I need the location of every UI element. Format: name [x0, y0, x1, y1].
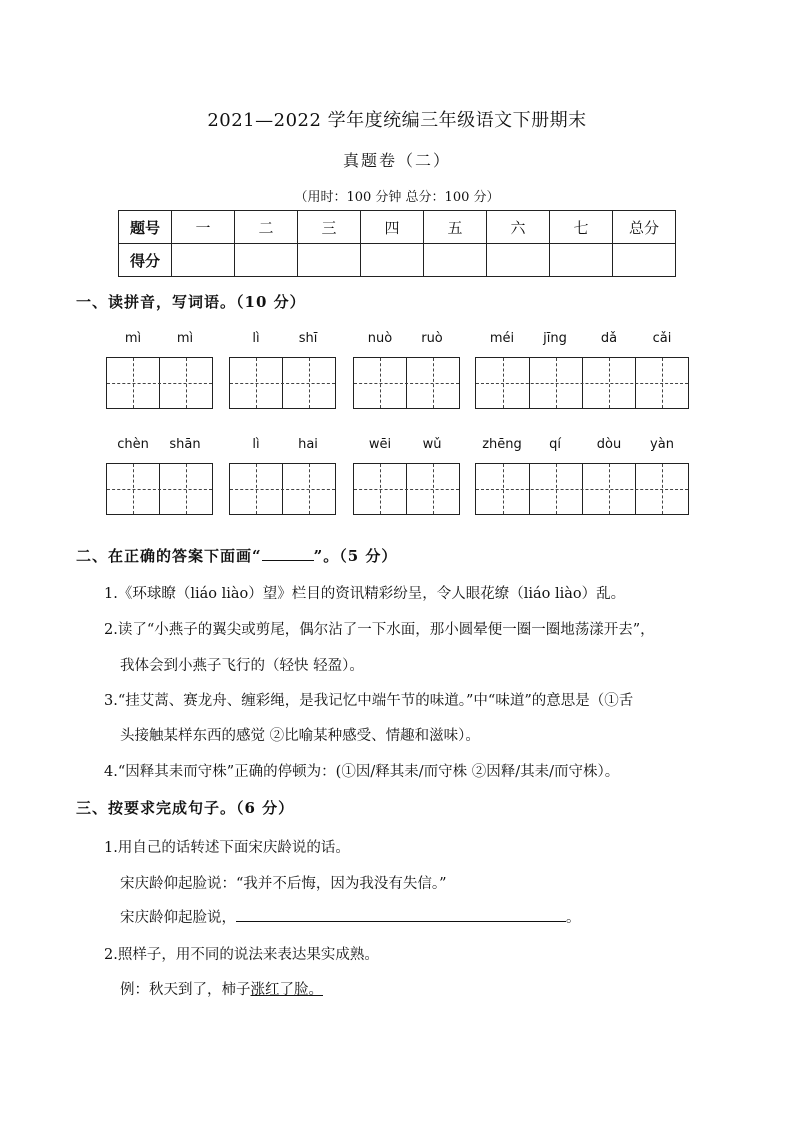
score-input-cell[interactable] [172, 244, 235, 277]
guide-line [503, 464, 504, 514]
guide-line [662, 464, 663, 514]
pinyin-label: méi [489, 331, 515, 346]
pinyin-label: qí [549, 437, 561, 452]
score-table-cell: 五 [424, 211, 487, 244]
pinyin-label: dǎ [600, 331, 618, 346]
answer-blank[interactable] [236, 921, 566, 922]
score-table [118, 210, 676, 277]
pinyin-label: chèn [117, 437, 149, 452]
pinyin-label: dòu [596, 437, 622, 452]
example-prefix: 例：秋天到了，柿子 [120, 982, 251, 998]
guide-line [133, 464, 134, 514]
score-table-cell: 题号 [119, 211, 172, 244]
question-3-2: 2.照样子，用不同的说法来表达果实成熟。 [104, 947, 379, 963]
guide-line [107, 383, 212, 384]
question-2-3a: 3.“挂艾蒿、赛龙舟、缠彩绳，是我记忆中端午节的味道。”中“味道”的意思是（①舌 [104, 693, 634, 709]
score-input-cell[interactable] [361, 244, 424, 277]
guide-line [107, 489, 212, 490]
guide-line [380, 358, 381, 408]
writing-box-2[interactable] [106, 463, 213, 515]
pinyin-label: lì [252, 331, 260, 346]
answer-suffix: 。 [566, 910, 581, 926]
question-2-2a: 2.读了“小燕子的翼尖或剪尾，偶尔沾了一下水面，那小圆晕便一圈一圈地荡漾开去”， [104, 622, 655, 638]
guide-line [309, 464, 310, 514]
score-input-cell[interactable] [424, 244, 487, 277]
pinyin-label: wēi [368, 437, 392, 452]
pinyin-label: hai [298, 437, 318, 452]
answer-prefix: 宋庆龄仰起脸说， [120, 910, 236, 926]
guide-line [256, 464, 257, 514]
score-input-cell[interactable] [235, 244, 298, 277]
score-table-cell: 总分 [613, 211, 676, 244]
guide-line [556, 358, 557, 408]
guide-line [309, 358, 310, 408]
guide-line [609, 464, 610, 514]
guide-line [354, 489, 459, 490]
writing-box-2[interactable] [229, 357, 336, 409]
pinyin-label: shī [298, 331, 318, 346]
guide-line [503, 358, 504, 408]
score-table-cell: 六 [487, 211, 550, 244]
score-table-cell: 七 [550, 211, 613, 244]
guide-line [556, 464, 557, 514]
writing-box-2[interactable] [106, 357, 213, 409]
guide-line [133, 358, 134, 408]
score-table-cell: 三 [298, 211, 361, 244]
score-table-cell: 得分 [119, 244, 172, 277]
guide-line [354, 383, 459, 384]
pinyin-label: zhēng [482, 437, 522, 452]
pinyin-label: mì [124, 331, 142, 346]
question-2-4: 4.“因释其耒而守株”正确的停顿为：(①因/释其耒/而守株 ②因释/其耒/而守株）。 [104, 764, 620, 780]
writing-box-4[interactable] [475, 463, 689, 515]
score-input-cell[interactable] [550, 244, 613, 277]
guide-line [256, 358, 257, 408]
question-2-2b: 我体会到小燕子飞行的（轻快 轻盈）。 [120, 658, 364, 674]
pinyin-label: jīng [543, 331, 567, 346]
guide-line [186, 358, 187, 408]
score-input-cell[interactable] [298, 244, 361, 277]
question-3-2-example [120, 978, 323, 999]
guide-line [476, 383, 688, 384]
pinyin-label: cǎi [652, 331, 672, 346]
guide-line [662, 358, 663, 408]
guide-line [230, 383, 335, 384]
score-table-score-row [119, 244, 676, 277]
guide-line [230, 489, 335, 490]
exam-info: （用时：100 分钟 总分：100 分） [294, 190, 500, 205]
pinyin-label: wǔ [422, 437, 442, 452]
score-table-cell: 一 [172, 211, 235, 244]
exam-title: 2021—2022 学年度统编三年级语文下册期末 [207, 110, 587, 131]
question-2-1: 1.《环球瞭（liáo liào）望》栏目的资讯精彩纷呈，令人眼花缭（liáo liào）乱。 [104, 586, 626, 602]
pinyin-label: lì [252, 437, 260, 452]
example-underlined: 涨红了脸。 [250, 982, 323, 998]
section1-heading: 一、读拼音，写词语。（10 分） [76, 293, 306, 311]
writing-box-2[interactable] [353, 357, 460, 409]
writing-box-2[interactable] [229, 463, 336, 515]
score-table-cell: 四 [361, 211, 424, 244]
section2-heading-start: 二、在正确的答案下面画“ [76, 547, 262, 565]
pinyin-label: mì [176, 331, 194, 346]
writing-box-4[interactable] [475, 357, 689, 409]
guide-line [476, 489, 688, 490]
score-input-cell[interactable] [487, 244, 550, 277]
section2-heading-end: ”。（5 分） [313, 547, 398, 565]
score-table-cell: 二 [235, 211, 298, 244]
exam-subtitle: 真题卷（二） [342, 151, 451, 170]
score-input-cell[interactable] [613, 244, 676, 277]
section3-heading: 三、按要求完成句子。（6 分） [76, 799, 295, 817]
guide-line [380, 464, 381, 514]
writing-box-2[interactable] [353, 463, 460, 515]
question-2-3b: 头接触某样东西的感觉 ②比喻某种感受、情趣和滋味）。 [120, 728, 480, 744]
guide-line [433, 358, 434, 408]
guide-line [609, 358, 610, 408]
question-3-1-quote: 宋庆龄仰起脸说：“我并不后悔，因为我没有失信。” [120, 876, 447, 892]
score-table-header-row [119, 211, 676, 244]
guide-line [433, 464, 434, 514]
pinyin-label: yàn [650, 437, 674, 452]
pinyin-label: nuò [367, 331, 393, 346]
question-3-1-answer [120, 906, 581, 927]
guide-line [186, 464, 187, 514]
underline-sample [262, 560, 314, 561]
question-3-1: 1.用自己的话转述下面宋庆龄说的话。 [104, 840, 350, 856]
pinyin-label: ruò [421, 331, 443, 346]
section2-heading [76, 545, 397, 566]
pinyin-label: shān [169, 437, 201, 452]
